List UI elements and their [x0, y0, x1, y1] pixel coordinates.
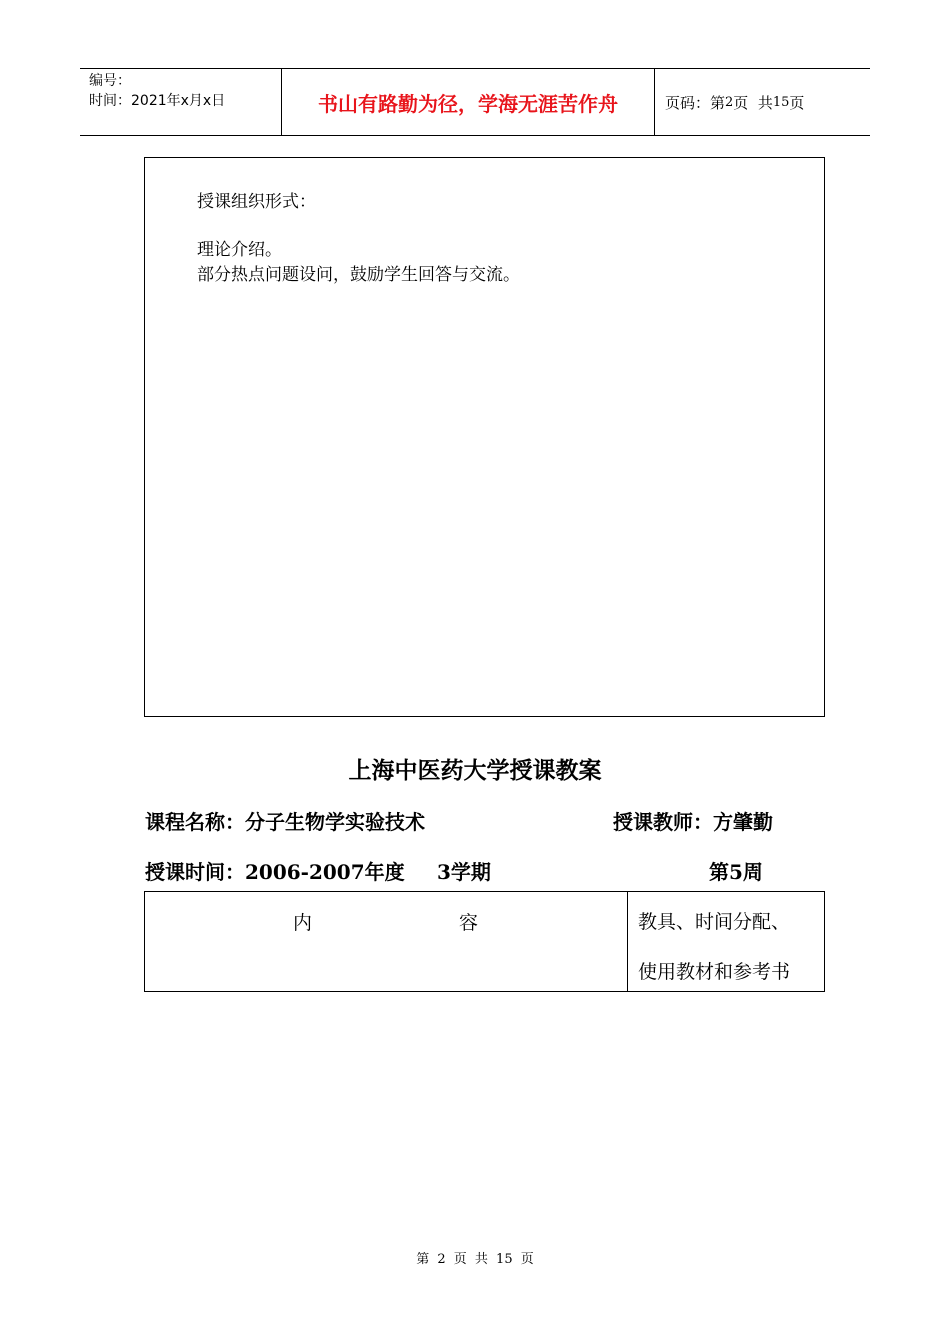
organization-label: 授课组织形式： [197, 192, 316, 212]
header-meta-cell [80, 69, 282, 135]
course-week: 第5周 [709, 860, 763, 884]
course-name: 课程名称：分子生物学实验技术 [145, 810, 425, 834]
content-column-header [145, 892, 628, 991]
page-suffix: 页 [789, 93, 805, 112]
materials-header-line-1: 教具、时间分配、 [638, 911, 791, 933]
teaching-organization-box [144, 157, 825, 717]
materials-column-header [628, 892, 824, 991]
organization-line-2: 部分热点问题设问，鼓励学生回答与交流。 [197, 265, 520, 285]
course-term: 3学期 [437, 860, 491, 884]
content-table [144, 891, 825, 992]
page-mid: 页 共 [733, 93, 773, 112]
document-title: 上海中医药大学授课教案 [348, 757, 602, 784]
course-time: 授课时间：2006-2007年度 [145, 860, 405, 884]
content-header-char-1: 内 [293, 912, 313, 934]
organization-line-1: 理论介绍。 [197, 240, 282, 260]
materials-header-line-2: 使用教材和参考书 [638, 961, 791, 983]
course-teacher: 授课教师：方肇勤 [613, 810, 773, 834]
page-prefix: 页码：第 [665, 93, 726, 112]
page-total: 15 [772, 94, 790, 110]
header-page-info [655, 69, 870, 135]
page-header [80, 68, 870, 136]
header-motto: 书山有路勤为径，学海无涯苦作舟 [282, 69, 655, 135]
header-number-label: 编号： [89, 73, 131, 89]
page-footer: 第 2 页 共 15 页 [416, 1252, 534, 1267]
content-header-char-2: 容 [459, 912, 479, 934]
header-time-label: 时间：2021年x月x日 [89, 93, 226, 109]
page-current: 2 [725, 94, 734, 110]
